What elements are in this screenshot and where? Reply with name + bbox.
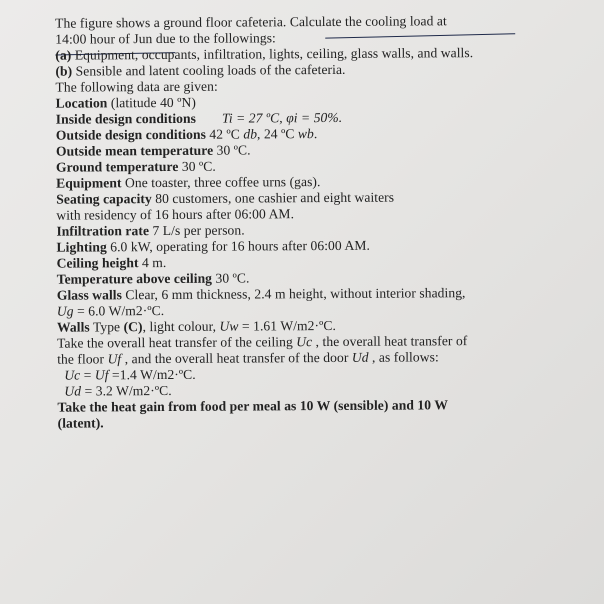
inside-design-line <box>56 110 343 128</box>
value-part: 42 ºC <box>205 126 244 142</box>
text: = <box>80 367 95 383</box>
text: the floor <box>57 351 108 367</box>
value-part: . <box>313 126 318 142</box>
value-part: Type <box>89 319 124 335</box>
outside-design-line <box>56 126 318 144</box>
glass-walls-line <box>57 285 466 303</box>
value: 30 ºC. <box>211 270 250 286</box>
glass-walls-u-line <box>57 303 164 320</box>
problem-statement-line-1 <box>55 13 447 31</box>
label: Ground temperature <box>55 158 179 175</box>
seating-capacity-line-2 <box>56 206 294 223</box>
ud-line <box>64 383 171 400</box>
ground-temp-line <box>56 159 216 176</box>
value: 7 L/s per person. <box>148 222 245 239</box>
value: Clear, 6 mm thickness, 2.4 m height, without interior shading, <box>121 285 466 303</box>
label: Seating capacity <box>56 191 152 207</box>
symbol: Ud <box>64 383 82 399</box>
value: Ti = 27 ºC, φi = 50%. <box>221 109 343 126</box>
symbol: Ug <box>56 303 74 319</box>
task-a-tag: (a) <box>55 47 72 63</box>
value: 30 ºC. <box>213 142 251 158</box>
text: 14:00 hour of Jun due to the followings: <box>55 30 276 47</box>
symbol: Uc <box>64 367 81 383</box>
walls-line <box>57 318 336 336</box>
text: = 3.2 W/m2·ºC. <box>81 382 172 399</box>
value: (latitude 40 ºN) <box>107 94 196 111</box>
outside-mean-temp-line <box>56 142 251 159</box>
label: Lighting <box>56 239 107 255</box>
value-part: , light colour, <box>142 318 220 335</box>
label: Glass walls <box>56 287 122 303</box>
text: The figure shows a ground floor cafeteria. Calculate the cooling load at <box>55 13 447 31</box>
ceiling-height-line <box>57 255 167 272</box>
temp-above-ceiling-line <box>57 270 250 287</box>
symbol: Ud <box>351 349 369 365</box>
seating-capacity-line <box>56 190 394 208</box>
value: with residency of 16 hours after 06:00 AM. <box>56 206 295 223</box>
value: 30 ºC. <box>178 158 216 174</box>
label: Temperature above ceiling <box>56 270 213 287</box>
label: Infiltration rate <box>56 223 150 239</box>
task-a <box>55 45 473 64</box>
location-line <box>56 95 196 112</box>
value-part: db <box>243 126 258 142</box>
value-part: , 24 ºC <box>256 126 298 142</box>
uc-uf-line <box>64 367 195 384</box>
text: The following data are given: <box>55 78 218 95</box>
pen-underline-1 <box>325 33 515 39</box>
text: =1.4 W/m2·ºC. <box>108 366 196 383</box>
value-part: = 1.61 W/m2·ºC. <box>238 317 336 334</box>
label: Ceiling height <box>56 255 139 271</box>
task-a-text: Equipment, occupants, infiltration, lights, ceiling, glass walls, and walls. <box>71 45 474 63</box>
food-heat-gain-line-1 <box>57 397 448 415</box>
text: , and the overall heat transfer of the door <box>121 349 352 367</box>
text: (latent). <box>57 415 104 431</box>
symbol: Uc <box>296 334 313 350</box>
value: One toaster, three coffee urns (gas). <box>121 174 321 191</box>
label: Inside design conditions <box>55 110 196 127</box>
text: , as follows: <box>368 349 439 365</box>
overall-heat-line-2 <box>57 349 439 367</box>
label: Location <box>55 95 108 111</box>
value-part: wb <box>297 126 314 142</box>
infiltration-line <box>56 223 244 240</box>
given-data-heading <box>55 79 217 96</box>
symbol: Uw <box>219 318 239 334</box>
text: , the overall heat transfer of <box>312 333 468 350</box>
problem-statement-line-2 <box>55 30 276 47</box>
symbol: Uf <box>94 367 109 383</box>
value-part: (C) <box>123 319 143 335</box>
label: Outside mean temperature <box>55 142 214 159</box>
symbol: Uf <box>107 351 122 367</box>
task-b <box>55 62 345 80</box>
task-b-text: Sensible and latent cooling loads of the cafeteria. <box>72 61 346 79</box>
label: Equipment <box>56 175 122 191</box>
text: Take the overall heat transfer of the ceiling <box>57 334 297 351</box>
value: 80 customers, one cashier and eight waiters <box>151 189 395 207</box>
lighting-line <box>56 238 369 256</box>
value: 6.0 kW, operating for 16 hours after 06:00 AM. <box>106 237 370 255</box>
label: Walls <box>56 319 90 335</box>
label: Outside design conditions <box>55 126 206 143</box>
equipment-line <box>56 174 320 192</box>
text: Take the heat gain from food per meal as 10 W (sensible) and 10 W <box>57 397 448 415</box>
value: = 6.0 W/m2·ºC. <box>73 303 165 319</box>
food-heat-gain-line-2 <box>58 415 104 431</box>
task-b-tag: (b) <box>55 63 73 79</box>
value: 4 m. <box>138 254 167 271</box>
